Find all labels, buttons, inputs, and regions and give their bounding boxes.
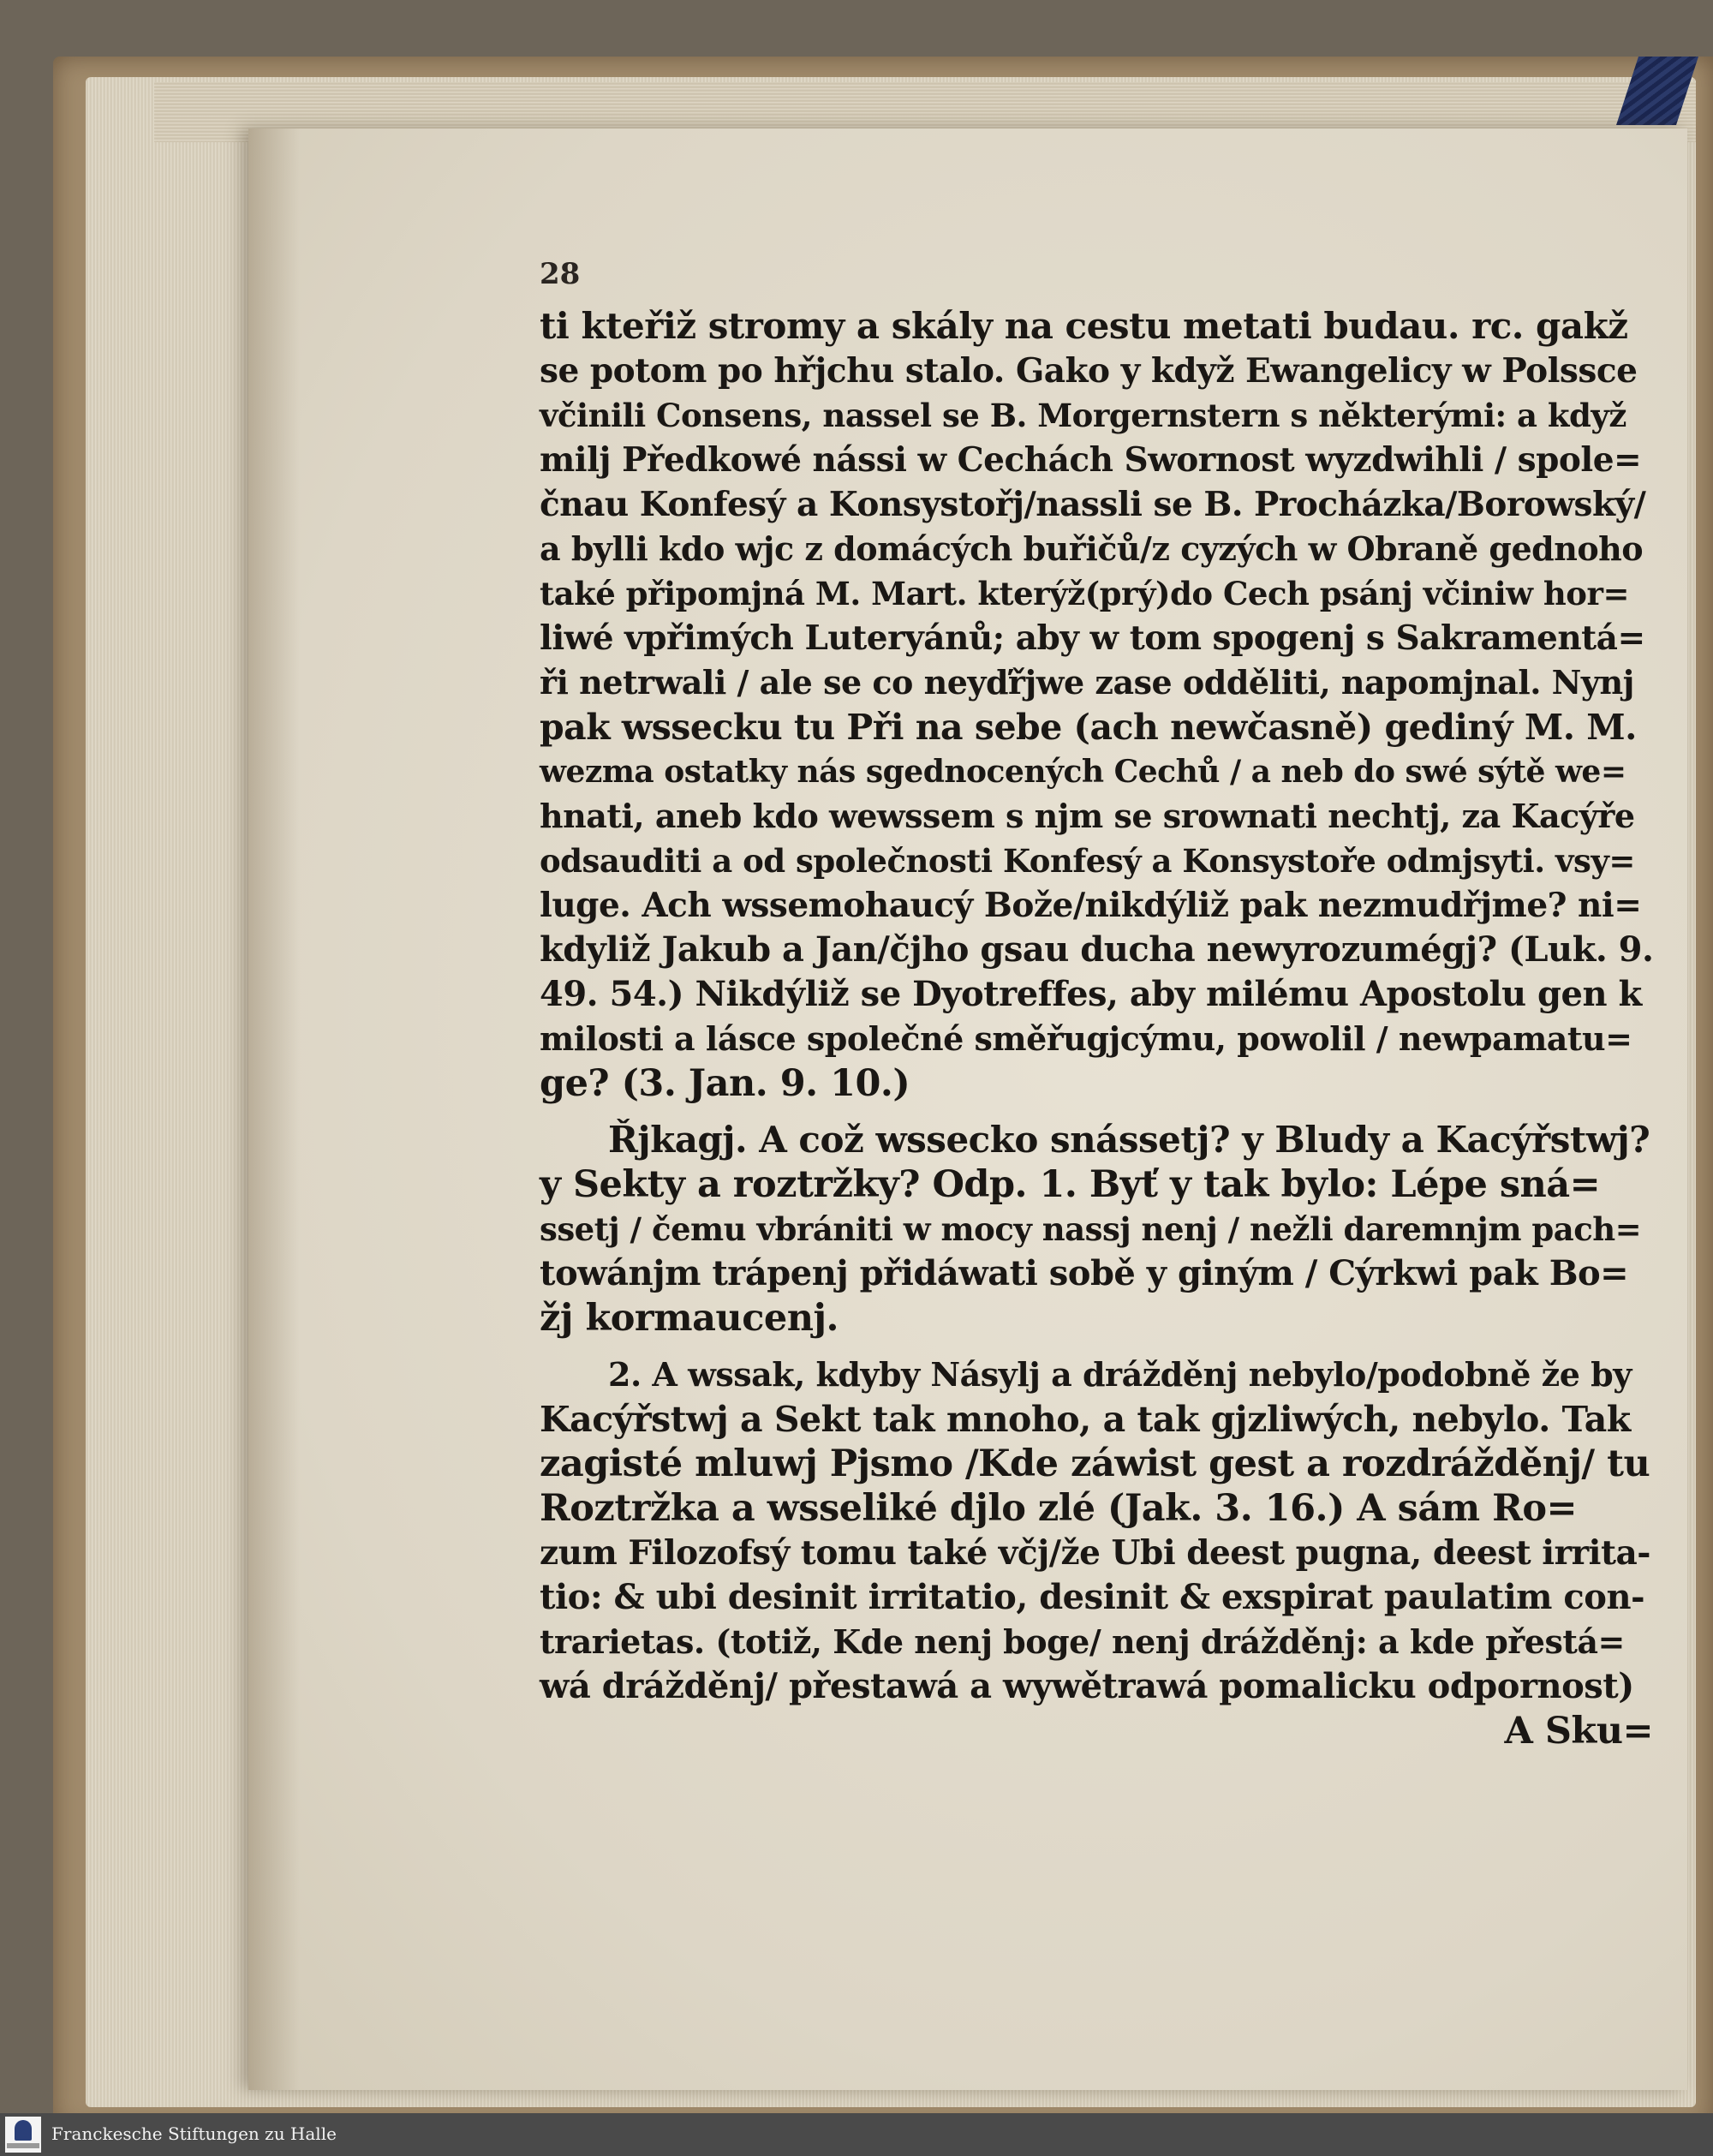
text-line: pak wssecku tu Při na sebe (ach newčasně) gediný M. M. bbox=[540, 707, 1637, 748]
text-line: hnati, aneb kdo wewssem s njm se srownati nechtj, za Kacýře bbox=[540, 797, 1635, 835]
text-line: čnau Konfesý a Konsystořj/nassli se B. Procházka/Borowský/ bbox=[540, 485, 1646, 524]
text-line: wezma ostatky nás sgednocených Cechů / a neb do swé sýtě we= bbox=[540, 754, 1626, 790]
text-line: trarietas. (totiž, Kde nenj boge/ nenj drážděnj: a kde přestá= bbox=[540, 1622, 1625, 1661]
text-line: tio: & ubi desinit irritatio, desinit & exspirat paulatim con- bbox=[540, 1577, 1645, 1617]
text-line: towánjm trápenj přidáwati sobě y giným / Cýrkwi pak Bo= bbox=[540, 1253, 1629, 1293]
text-line: 2. A wssak, kdyby Násylj a drážděnj nebylo/podobně že by bbox=[608, 1355, 1632, 1394]
text-line: kdyliž Jakub a Jan/čjho gsau ducha newyrozumégj? (Luk. 9. bbox=[540, 929, 1654, 970]
text-line: milosti a lásce společné směřugjcýmu, powolil / newpamatu= bbox=[540, 1019, 1632, 1058]
footer-label: Franckesche Stiftungen zu Halle bbox=[51, 2123, 337, 2144]
text-line: Kacýřstwj a Sekt tak mnoho, a tak gjzliwých, nebylo. Tak bbox=[540, 1399, 1631, 1440]
text-line: odsauditi a od společnosti Konfesý a Konsystoře odmjsyti. vsy= bbox=[540, 842, 1635, 880]
catchword: A Sku= bbox=[1504, 1710, 1653, 1753]
text-line: zagisté mluwj Pjsmo /Kde záwist gest a rozdrážděnj/ tu bbox=[540, 1442, 1650, 1485]
text-line: Řjkagj. A což wssecko snássetj? y Bludy a Kacýřstwj? bbox=[608, 1119, 1650, 1161]
text-line: y Sekty a roztržky? Odp. 1. Byť y tak bylo: Lépe sná= bbox=[540, 1163, 1601, 1206]
page-number: 28 bbox=[540, 257, 581, 291]
page-gutter-shadow bbox=[248, 128, 300, 2090]
text-line: ssetj / čemu vbrániti w mocy nassj nenj / nežli daremnjm pach= bbox=[540, 1210, 1642, 1248]
text-line: ge? (3. Jan. 9. 10.) bbox=[540, 1062, 910, 1105]
text-line: ti kteřiž stromy a skály na cestu metati budau. rc. gakž bbox=[540, 305, 1628, 347]
text-line: wá drážděnj/ přestawá a wywětrawá pomalicku odpornost) bbox=[540, 1666, 1634, 1706]
text-line: Roztržka a wsseliké djlo zlé (Jak. 3. 16.) A sám Ro= bbox=[540, 1487, 1578, 1530]
text-line: včinili Consens, nassel se B. Morgernstern s některými: a když bbox=[540, 397, 1626, 434]
text-line: žj kormaucenj. bbox=[540, 1297, 839, 1340]
text-line: liwé vpřimých Luteryánů; aby w tom spogenj s Sakramentá= bbox=[540, 618, 1645, 658]
text-line: luge. Ach wssemohaucý Bože/nikdýliž pak nezmudřjme? ni= bbox=[540, 886, 1642, 925]
text-line: a bylli kdo wjc z domácých buřičů/z cyzých w Obraně gednoho bbox=[540, 529, 1644, 568]
text-line: ři netrwali / ale se co neyďřjwe zase odděliti, napomjnal. Nynj bbox=[540, 663, 1634, 702]
text-line: milj Předkowé nássi w Cechách Swornost wyzdwihli / spole= bbox=[540, 440, 1642, 480]
text-line: zum Filozofsý tomu také včj/že Ubi deest pugna, deest irrita- bbox=[540, 1533, 1650, 1573]
footer-bar bbox=[0, 2113, 1713, 2156]
text-line: 49. 54.) Nikdýliž se Dyotreffes, aby milému Apostolu gen k bbox=[540, 974, 1642, 1014]
institution-logo-icon bbox=[5, 2117, 41, 2153]
text-line: také připomjná M. Mart. kterýž(prý)do Cech psánj včiniw hor= bbox=[540, 575, 1629, 612]
text-line: se potom po hřjchu stalo. Gako y když Ewangelicy w Polssce bbox=[540, 351, 1638, 391]
